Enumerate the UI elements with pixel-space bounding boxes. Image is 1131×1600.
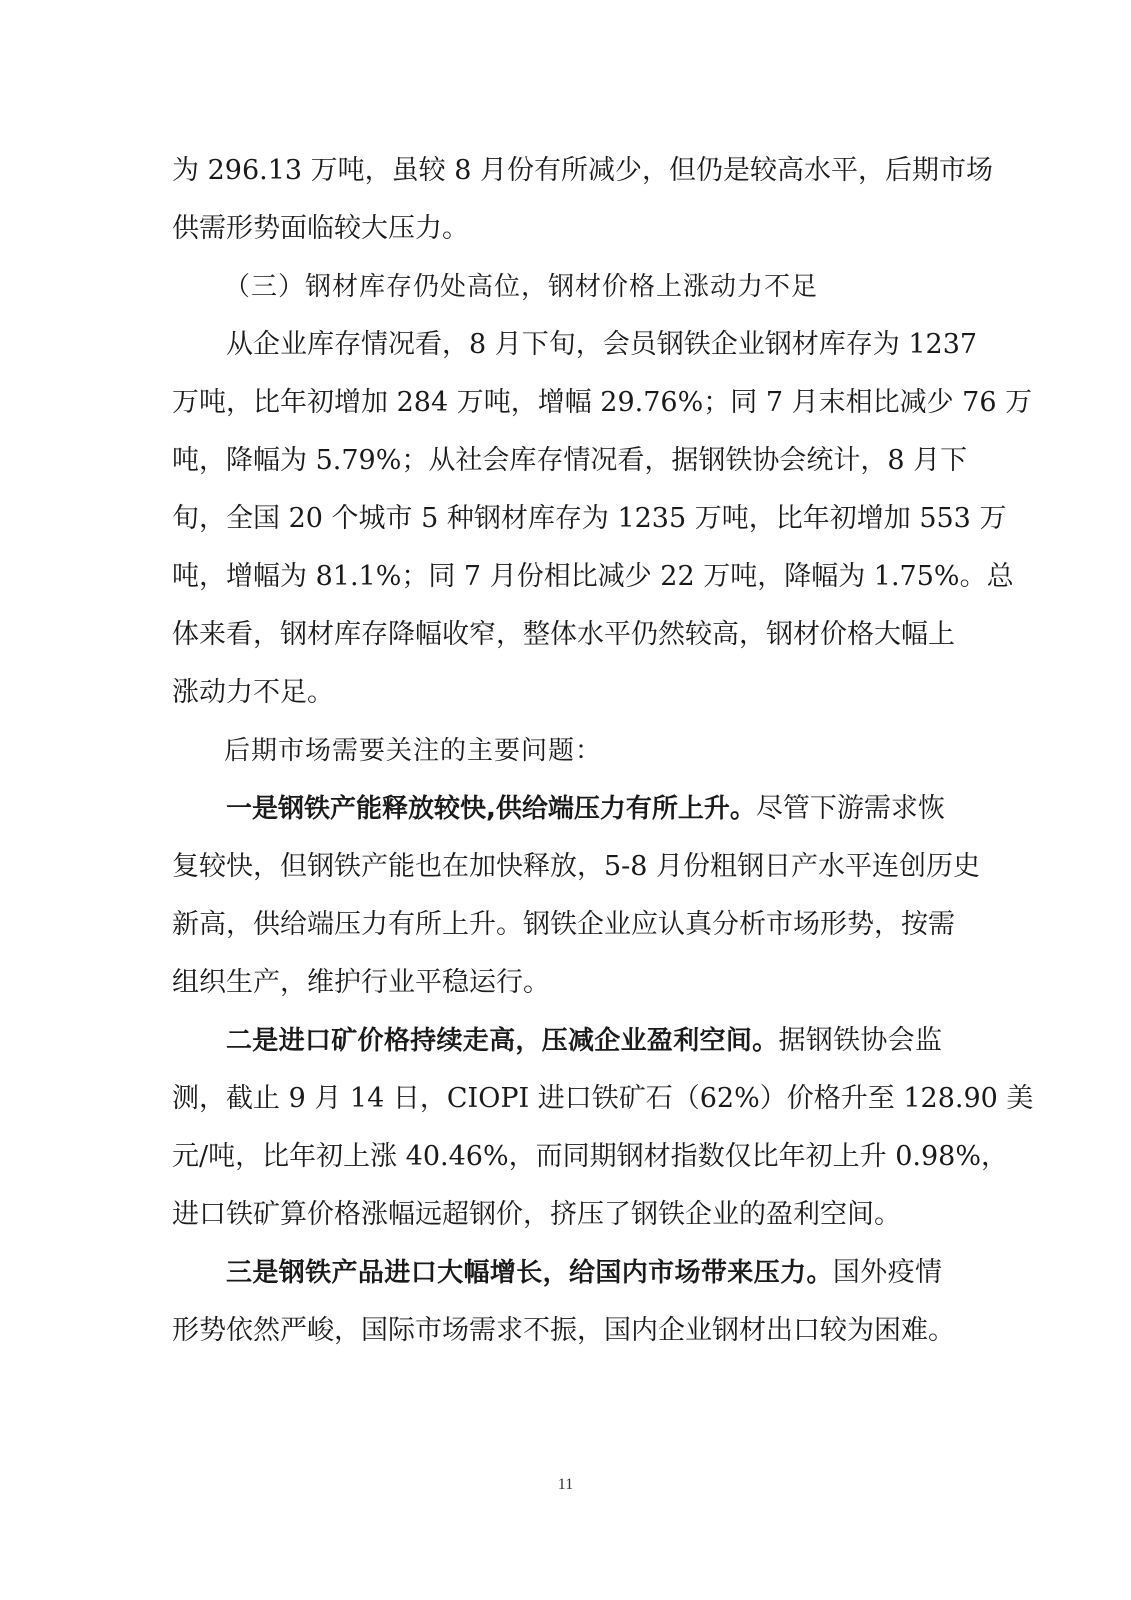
text-line: 组织生产，维护行业平稳运行。 <box>172 967 550 998</box>
section-heading: （三）钢材库存仍处高位，钢材价格上涨动力不足 <box>224 272 819 302</box>
text-line: 元/吨，比年初上涨 40.46%，而同期钢材指数仅比年初上升 0.98%， <box>172 1141 1008 1172</box>
issue-3-paragraph <box>172 1244 955 1360</box>
text-line: 从企业库存情况看，8 月下旬，会员钢铁企业钢材库存为 1237 <box>226 329 978 360</box>
text-line: 供需形势面临较大压力。 <box>172 213 469 244</box>
text-line: 进口铁矿算价格涨幅远超钢价，挤压了钢铁企业的盈利空间。 <box>172 1199 901 1230</box>
page-number: 11 <box>557 1476 574 1493</box>
text-line: 为 296.13 万吨，虽较 8 月份有所减少，但仍是较高水平，后期市场 <box>172 155 993 186</box>
text-line: 新高，供给端压力有所上升。钢铁企业应认真分析市场形势，按需 <box>172 909 955 940</box>
issue-1-paragraph <box>172 780 981 1012</box>
text-line: 体来看，钢材库存降幅收窄，整体水平仍然较高，钢材价格大幅上 <box>172 619 955 650</box>
issue-2-paragraph <box>172 1012 1034 1244</box>
text-line <box>172 780 945 838</box>
text-line: 吨，降幅为 5.79%；从社会库存情况看，据钢铁协会统计，8 月下 <box>172 445 968 476</box>
issue-3-rest: 国外疫情 <box>832 1257 942 1288</box>
document-page <box>172 142 1034 1360</box>
issue-1-rest: 尽管下游需求恢 <box>755 793 945 824</box>
issue-1-lead: 一是钢铁产能释放较快,供给端压力有所上升。 <box>226 794 756 824</box>
text-line: 旬，全国 20 个城市 5 种钢材库存为 1235 万吨，比年初增加 553 万 <box>172 503 1007 534</box>
paragraph-1 <box>172 142 993 258</box>
text-line: 形势依然严峻，国际市场需求不振，国内企业钢材出口较为困难。 <box>172 1315 955 1346</box>
issue-3-lead: 三是钢铁产品进口大幅增长，给国内市场带来压力。 <box>226 1258 833 1288</box>
text-line: 吨，增幅为 81.1%；同 7 月份相比减少 22 万吨，降幅为 1.75%。总 <box>172 561 1014 592</box>
issue-2-rest: 据钢铁协会监 <box>778 1025 942 1056</box>
text-line <box>172 1244 942 1302</box>
text-line: 测，截止 9 月 14 日，CIOPI 进口铁矿石（62%）价格升至 128.90 美 <box>172 1083 1034 1114</box>
issues-heading: 后期市场需要关注的主要问题： <box>224 736 603 766</box>
text-line: 复较快，但钢铁产能也在加快释放，5-8 月份粗钢日产水平连创历史 <box>172 851 981 882</box>
issue-2-lead: 二是进口矿价格持续走高，压减企业盈利空间。 <box>226 1026 779 1056</box>
text-line: 万吨，比年初增加 284 万吨，增幅 29.76%；同 7 月末相比减少 76 万 <box>172 387 1033 418</box>
paragraph-2 <box>172 316 1033 722</box>
text-line: 涨动力不足。 <box>172 677 334 708</box>
text-line <box>172 1012 942 1070</box>
